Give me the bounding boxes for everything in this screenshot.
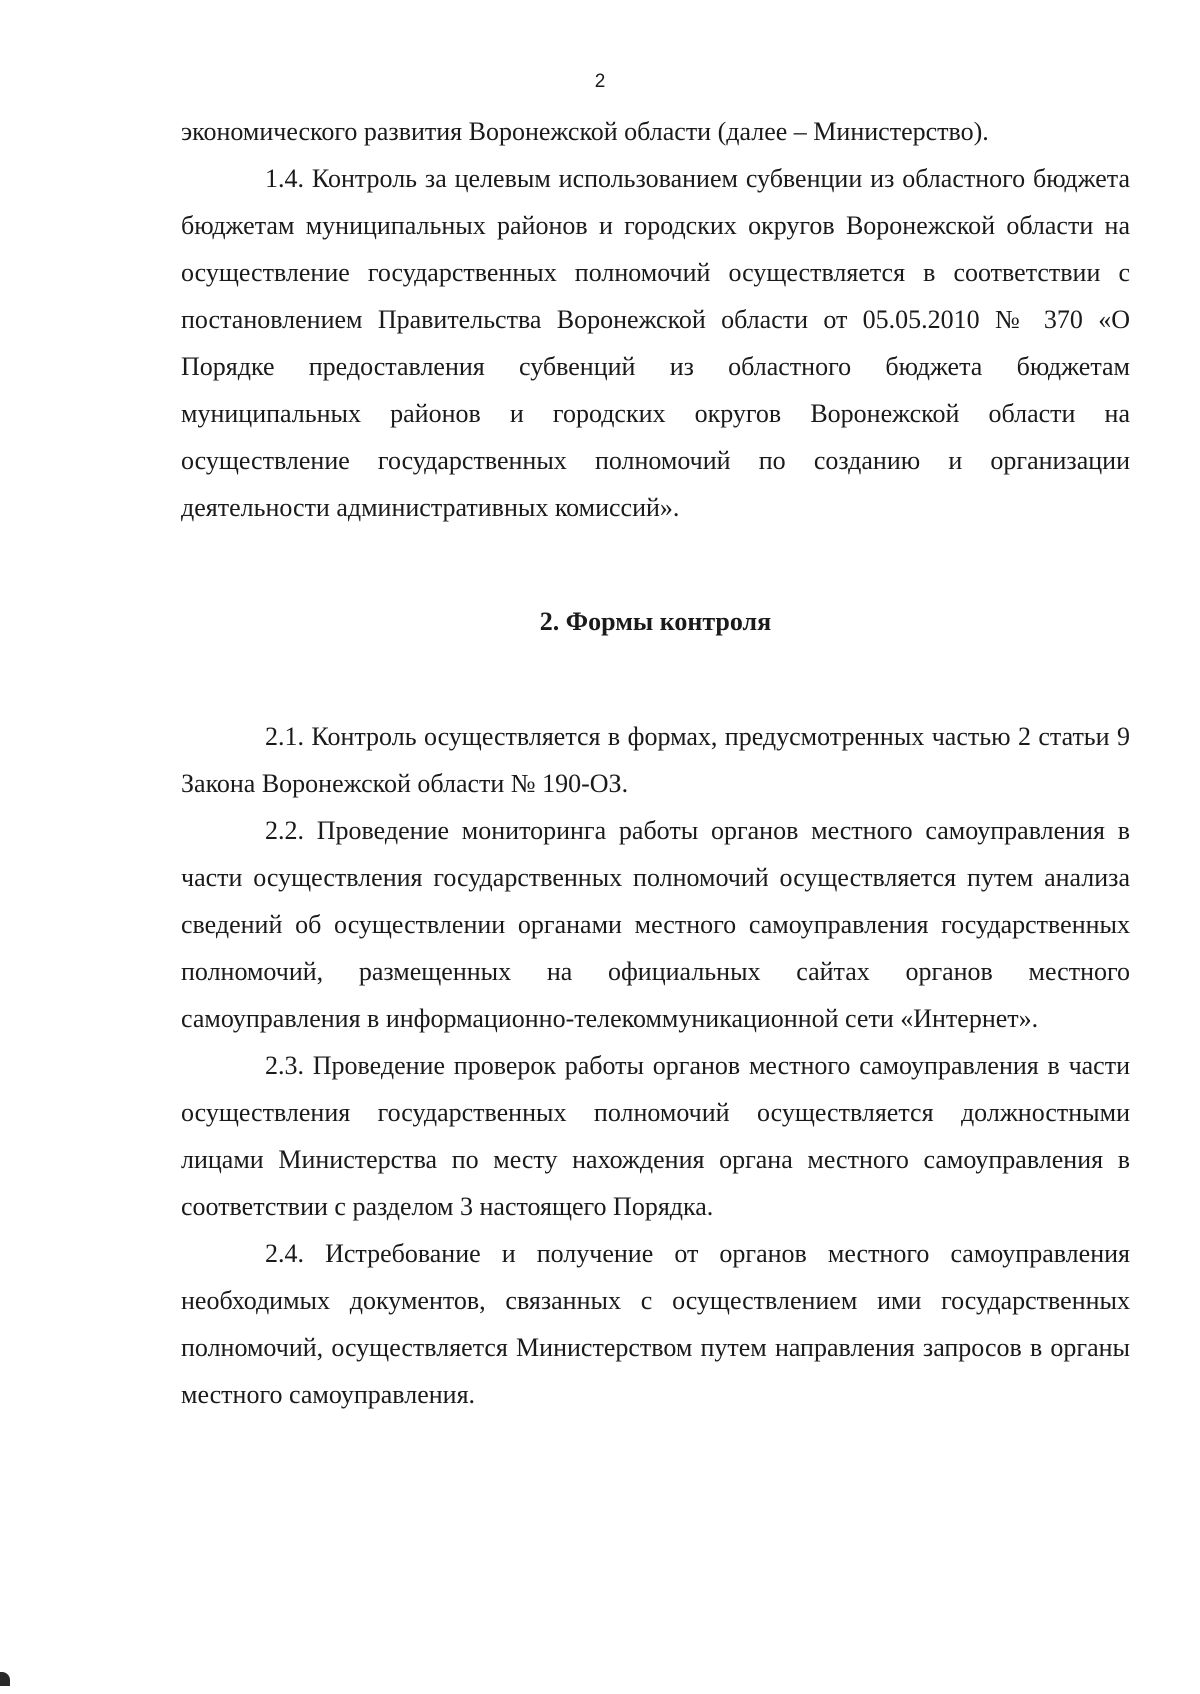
document-body [181, 108, 1130, 1418]
paragraph-continuation: экономического развития Воронежской области (далее – Министерство). [181, 117, 989, 146]
paragraph-2-1: 2.1. Контроль осуществляется в формах, предусмотренных частью 2 статьи 9 Закона Воронежской области № 190-ОЗ. [181, 722, 1130, 798]
section-heading-forms-of-control: 2. Формы контроля [539, 607, 772, 636]
scan-edge-mark [0, 1672, 10, 1686]
paragraph-1-4: 1.4. Контроль за целевым использованием субвенции из областного бюджета бюджетам муниципальных районов и городских округов Воронежской области на осуществление государственных полномочий осуществляется в соответствии с постановлением Правительства Воронежской области от 05.05.2010 № 370 «О Порядке предоставления субвенций из областного бюджета бюджетам муниципальных районов и городских округов Воронежской области на осуществление государственных полномочий по созданию и организации деятельности административных комиссий». [181, 164, 1130, 522]
paragraph-2-2: 2.2. Проведение мониторинга работы органов местного самоуправления в части осуществления государственных полномочий осуществляется путем анализа сведений об осуществлении органами местного самоуправления государственных полномочий, размещенных на официальных сайтах органов местного самоуправления в информационно-телекоммуникационной сети «Интернет». [181, 816, 1130, 1033]
paragraph-2-4: 2.4. Истребование и получение от органов местного самоуправления необходимых документов, связанных с осуществлением ими государственных полномочий, осуществляется Министерством путем направления запросов в органы местного самоуправления. [181, 1239, 1130, 1409]
page-number: 2 [594, 71, 606, 92]
paragraph-2-3: 2.3. Проведение проверок работы органов местного самоуправления в части осуществления государственных полномочий осуществляется должностными лицами Министерства по месту нахождения органа местного самоуправления в соответствии с разделом 3 настоящего Порядка. [181, 1051, 1130, 1221]
